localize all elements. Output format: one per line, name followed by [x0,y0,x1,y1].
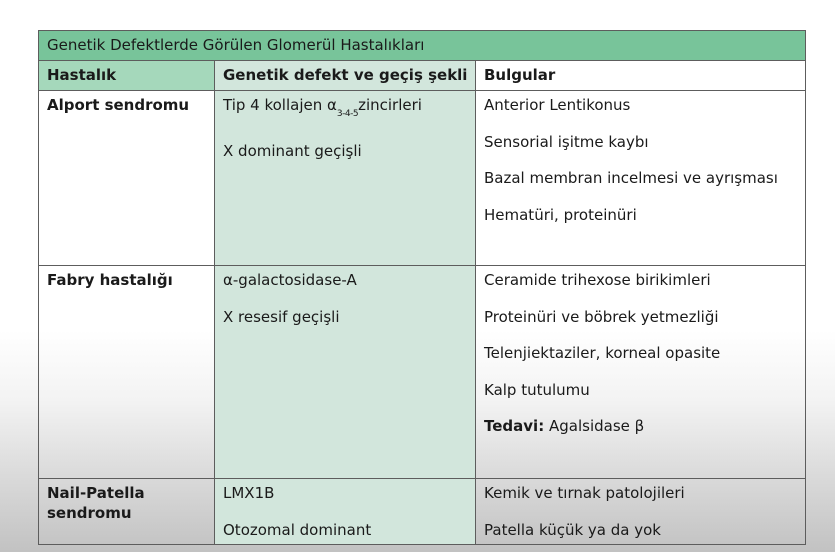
treatment-value: Agalsidase β [548,417,645,435]
header-genetic: Genetik defekt ve geçiş şekli [215,61,476,91]
genetic-text: Tip 4 kollajen α [223,96,337,114]
disease-nail-patella: Nail-Patella sendromu [39,479,215,544]
treatment-label: Tedavi: [484,417,545,435]
genetic-line: X resesif geçişli [223,307,340,326]
genetic-line: Otozomal dominant [223,520,372,539]
finding-item: Kalp tutulumu [484,380,590,399]
finding-item: Sensorial işitme kaybı [484,132,649,151]
finding-item: Telenjiektaziler, korneal opasite [484,344,721,362]
genetic-line [223,95,467,124]
finding-item: Hematüri, proteinüri [484,205,637,224]
genetic-alport [215,91,476,266]
finding-item: Kemik ve tırnak patolojileri [484,484,685,502]
disease-alport: Alport sendromu [39,91,215,266]
header-disease: Hastalık [39,61,215,91]
genetic-line: X dominant geçişli [223,141,362,160]
genetic-line: LMX1B [223,484,275,502]
genetic-text: zincirleri [358,96,422,114]
findings-nail-patella [476,479,805,544]
findings-fabry [476,266,805,479]
finding-item: Patella küçük ya da yok [484,520,661,539]
finding-item: Ceramide trihexose birikimleri [484,271,711,289]
finding-item: Proteinüri ve böbrek yetmezliği [484,307,719,326]
treatment-item [484,416,797,436]
genetic-nail-patella [215,479,476,544]
table-title: Genetik Defektlerde Görülen Glomerül Hastalıkları [39,31,805,61]
findings-alport [476,91,805,266]
glomerular-diseases-table [38,30,806,545]
genetic-fabry [215,266,476,479]
genetic-line: α-galactosidase-A [223,271,357,289]
finding-item: Bazal membran incelmesi ve ayrışması [484,169,778,187]
header-findings: Bulgular [476,61,805,91]
disease-fabry: Fabry hastalığı [39,266,215,479]
finding-item: Anterior Lentikonus [484,96,631,114]
chain-subscript: 3-4-5 [336,109,359,119]
